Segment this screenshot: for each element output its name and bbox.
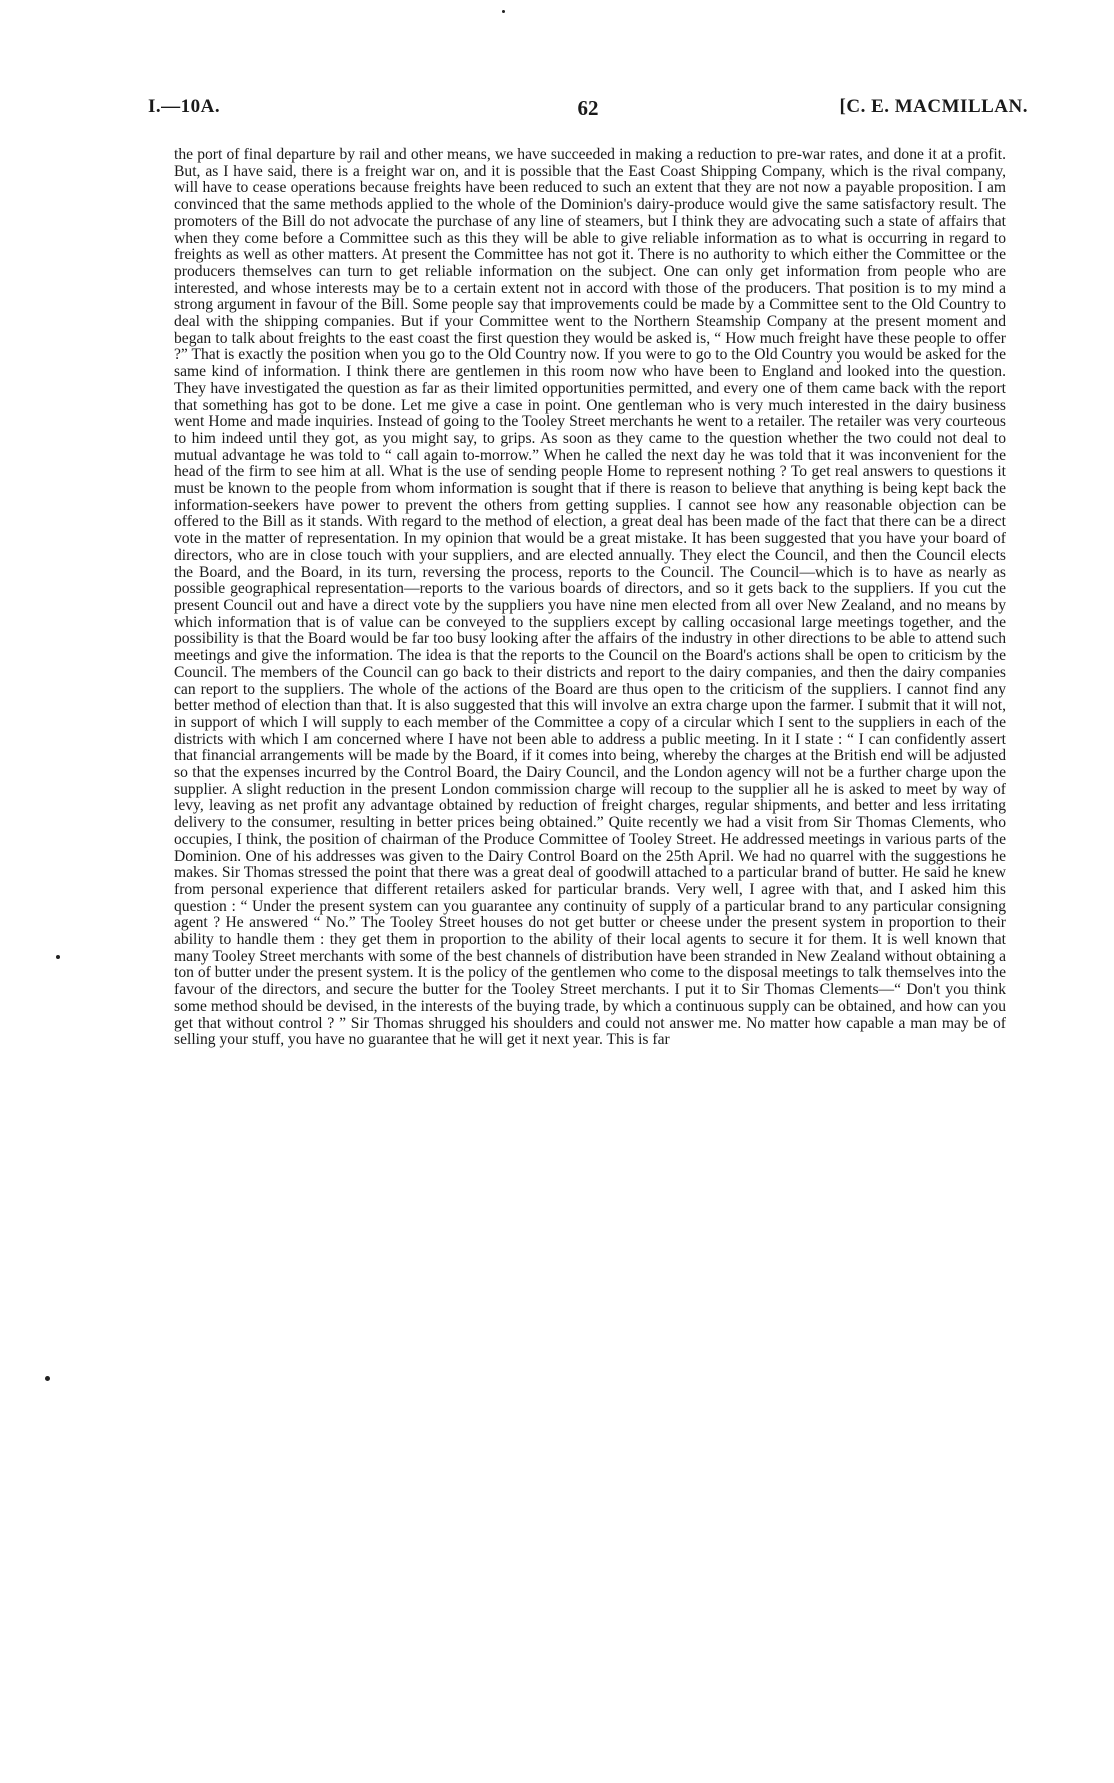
page-number: 62 <box>577 96 599 120</box>
body-paragraph: the port of final departure by rail and other means, we have succeeded in making a reduction to pre-war rates, and done it at a profit. But, as I have said, there is a freight war on, and it is possible that the East Coast Shipping Company, which is the rival company, will have to cease operations because freights have been reduced to such an extent that they are not now a payable proposition. I am convinced that the same methods applied to the whole of the Dominion's dairy-produce would give the same satisfactory result. The promoters of the Bill do not advocate the purchase of any line of steamers, but I think they are advocating such a state of affairs that when they come before a Committee such as this they will be able to give reliable information as to what is occurring in regard to freights as well as other matters. At present the Committee has not got it. There is no authority to which either the Committee or the producers themselves can turn to get reliable information on the subject. One can only get information from people who are interested, and whose interests may be to a certain extent not in accord with those of the producers. That position is to my mind a strong argument in favour of the Bill. Some people say that improvements could be made by a Committee sent to the Old Country to deal with the shipping companies. But if your Committee went to the Northern Steamship Company at the present moment and began to talk about freights to the east coast the first question they would be asked is, “ How much freight have these people to offer ?” That is exactly the position when you go to the Old Country now. If you were to go to the Old Country you would be asked for the same kind of information. I think there are gentlemen in this room now who have been to England and looked into the question. They have investigated the question as far as their limited opportunities permitted, and every one of them came back with the report that something has got to be done. Let me give a case in point. One gentleman who is very much interested in the dairy business went Home and made inquiries. Instead of going to the Tooley Street merchants he went to a retailer. The retailer was very courteous to him indeed until they got, as you might say, to grips. As soon as they came to the question whether the two could not deal to mutual advantage he was told to “ call again to-morrow.” When he called the next day he was told that it was inconvenient for the head of the firm to see him at all. What is the use of sending people Home to represent nothing ? To get real answers to questions it must be known to the people from whom information is sought that if there is reason to believe that anything is being kept back the information-seekers have power to prevent the others from getting supplies. I cannot see how any reasonable objection can be offered to the Bill as it stands. With regard to the method of election, a great deal has been made of the fact that there can be a direct vote in the matter of representation. In my opinion that would be a great mistake. It has been suggested that you have your board of directors, who are in close touch with your suppliers, and are elected annually. They elect the Council, and then the Council elects the Board, and the Board, in its turn, reversing the process, reports to the Council. The Council—which is to have as nearly as possible geographical representation—reports to the various boards of directors, and so it gets back to the suppliers. If you cut the present Council out and have a direct vote by the suppliers you have nine men elected from all over New Zealand, and no means by which information that is of value can be conveyed to the suppliers except by calling occasional large meetings together, and the possibility is that the Board would be far too busy looking after the affairs of the industry in other directions to be able to attend such meetings and give the information. The idea is that the reports to the Council on the Board's actions shall be open to criticism by the Council. The members of the Council can go back to their districts and report to the dairy companies, and then the dairy companies can report to the suppliers. The whole of the actions of the Board are thus open to the criticism of the suppliers. I cannot find any better method of election than that. It is also suggested that this will involve an extra charge upon the farmer. I submit that it will not, in support of which I will supply to each member of the Committee a copy of a circular which I sent to the suppliers in each of the districts with which I am concerned where I have not been able to address a public meeting. In it I state : “ I can confidently assert that financial arrangements will be made by the Board, if it comes into being, whereby the charges at the British end will be adjusted so that the expenses incurred by the Control Board, the Dairy Council, and the London agency will not be a further charge upon the supplier. A slight reduction in the present London commission charge will recoup to the supplier all he is asked to meet by way of levy, leaving as net profit any advantage obtained by reduction of freight charges, regular shipments, and better and less irritating delivery to the consumer, resulting in better prices being obtained.” Quite recently we had a visit from Sir Thomas Clements, who occupies, I think, the position of chairman of the Produce Committee of Tooley Street. He addressed meetings in various parts of the Dominion. One of his addresses was given to the Dairy Control Board on the 25th April. We had no quarrel with the suggestions he makes. Sir Thomas stressed the point that there was a great deal of goodwill attached to a particular brand of butter. He said he knew from personal experience that different retailers asked for particular brands. Very well, I agree with that, and I asked him this question : “ Under the present system can you guarantee any continuity of supply of a particular brand to any particular consigning agent ? He answered “ No.” The Tooley Street houses do not get butter or cheese under the present system in proportion to their ability to handle them : they get them in proportion to the ability of their local agents to secure it for them. It is well known that many Tooley Street merchants with some of the best channels of distribution have been stranded in New Zealand without obtaining a ton of butter under the present system. It is the policy of the gentlemen who come to the disposal meetings to talk themselves into the favour of the directors, and secure the butter for the Tooley Street merchants. I put it to Sir Thomas Clements—“ Don't you think some method should be devised, in the interests of the buying trade, by which a continuous supply can be obtained, and how can you get that without control ? ” Sir Thomas shrugged his shoulders and could not answer me. No matter how capable a man may be of selling your stuff, you have no guarantee that he will get it next year. This is far <box>174 146 1006 1049</box>
speaker-name: [C. E. MACMILLAN. <box>839 96 1028 117</box>
scan-speck <box>56 955 60 959</box>
document-reference: I.—10A. <box>148 96 221 117</box>
scan-speck <box>502 10 505 13</box>
page-header <box>148 96 1028 126</box>
scan-speck <box>45 1376 50 1381</box>
